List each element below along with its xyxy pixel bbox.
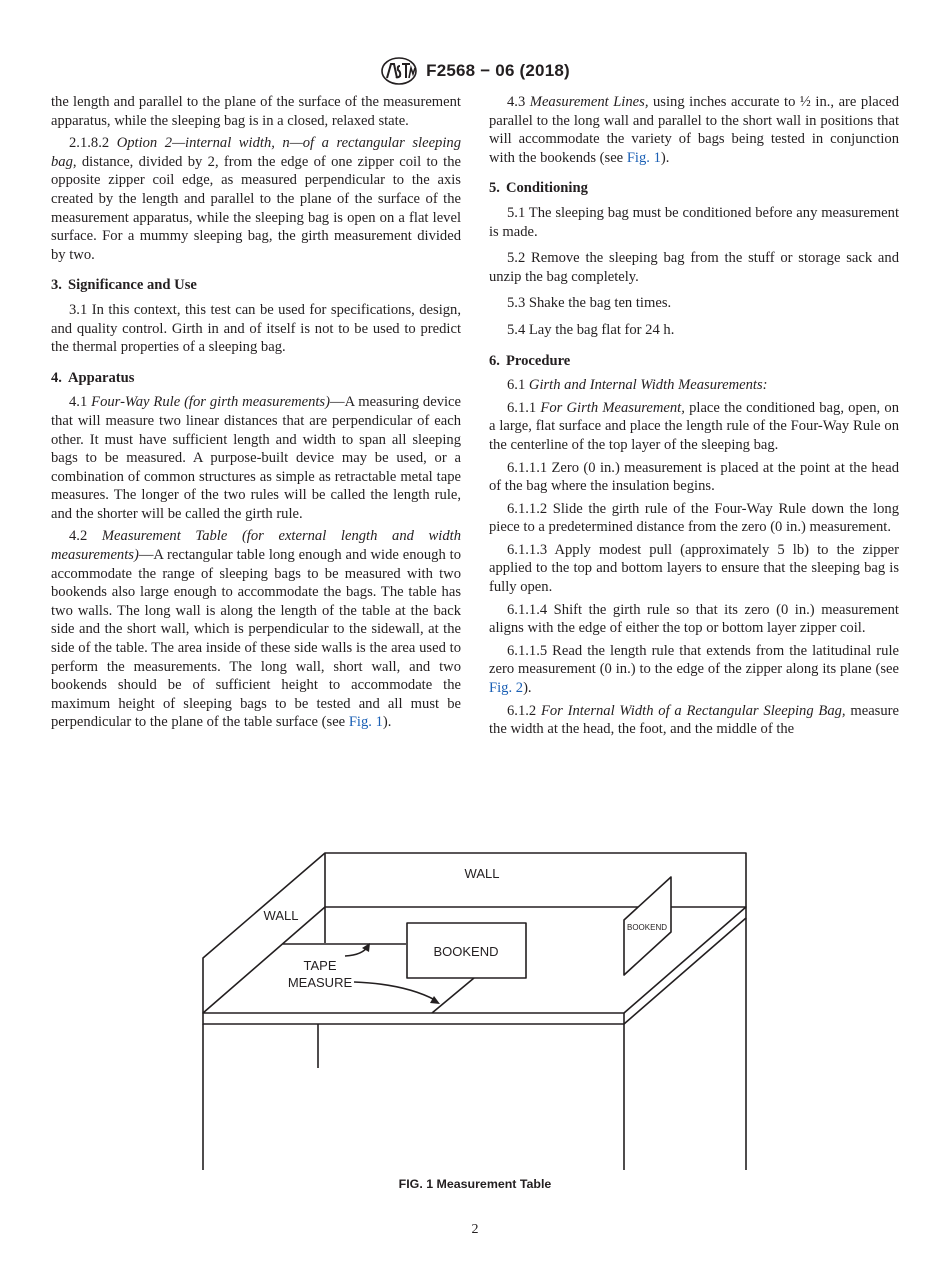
paragraph-end: ).: [382, 714, 392, 731]
section-number: 3.: [51, 277, 62, 294]
paragraph-2-1-8-2: [51, 134, 461, 264]
paragraph-6-1-1: [489, 399, 899, 455]
paragraph-number: 4.3: [507, 94, 526, 110]
astm-logo: [380, 56, 418, 86]
paragraph-text: —A measuring device that will measure two linear distances that are perpendicular of each other. It must have sufficient length and width to span all sleeping bags to be measured. A purpose-built device may be used, or a combination of common structures as simple as retractable metal tape measures. The longer of the two rules will be called the length rule, and the shorter will be called the girth rule.: [51, 394, 461, 522]
fig-1-link[interactable]: Fig. 1: [348, 714, 383, 731]
paragraph-4-1: [51, 393, 461, 523]
paragraph-6-1-1-4: 6.1.1.4 Shift the girth rule so that its zero (0 in.) measurement aligns with the edge of either the top or bottom layer zipper coil.: [489, 601, 899, 637]
figure-caption: FIG. 1 Measurement Table: [398, 1177, 552, 1191]
section-number: 4.: [51, 369, 62, 386]
label-bookend-main: BOOKEND: [433, 944, 499, 959]
paragraph-5-1: 5.1 The sleeping bag must be conditioned before any measurement is made.: [489, 204, 899, 240]
back-wall: [325, 853, 746, 943]
paragraph-6-1-1-5: [489, 642, 899, 698]
paragraph-5-4: 5.4 Lay the bag flat for 24 h.: [507, 321, 675, 338]
measurement-table-figure: [195, 845, 755, 1175]
paragraph-number: 6.1: [507, 377, 526, 394]
paragraph-text: using inches accurate to ½ in., are placed parallel to the long wall and parallel to the short wall in positions that will accommodate the variety of bags being tested in conjunction with the bookends (see: [489, 94, 899, 166]
paragraph-text: measure the width at the head, the foot, and the middle of the: [489, 702, 899, 738]
right-column: [489, 93, 899, 743]
page-number: 2: [471, 1222, 479, 1237]
paragraph-6-1: [489, 376, 899, 395]
page-header: [0, 56, 950, 86]
paragraph-5-3: 5.3 Shake the bag ten times.: [507, 295, 672, 312]
section-heading-5: [489, 179, 899, 198]
label-measure: MEASURE: [287, 975, 353, 990]
measurement-line-short: [432, 978, 474, 1013]
defined-term: Girth and Internal Width Measurements:: [528, 377, 768, 394]
paragraph-4-3: [489, 93, 899, 167]
paragraph-6-1-1-3: 6.1.1.3 Apply modest pull (approximately 5 lb) to the zipper applied to the top and bottom layers to ensure that the sleeping bag is fully open.: [489, 541, 899, 596]
paragraph-text: place the conditioned bag, open, on a large, flat surface and place the length rule of the Four-Way Rule on the centerline of the top layer of the sleeping bag.: [489, 399, 899, 453]
label-wall-side: WALL: [263, 908, 299, 923]
defined-term: For Internal Width of a Rectangular Sleeping Bag,: [540, 702, 846, 719]
defined-term: For Girth Measurement,: [540, 399, 685, 416]
paragraph-text: , distance, divided by 2, from the edge of one zipper coil to the opposite zipper coil edge, as measured perpendicular to the axis created by the length and parallel to the plane of the surface of the measurement apparatus, while the sleeping bag is open on a flat level surface. For a mummy sleeping bag, the girth measurement divided by two.: [51, 153, 461, 263]
section-heading-4: [51, 369, 461, 388]
defined-term: Measurement Lines,: [529, 94, 649, 110]
fig-1-link[interactable]: Fig. 1: [626, 149, 661, 166]
paragraph-6-1-2: [489, 702, 899, 739]
label-tape: TAPE: [303, 958, 337, 973]
paragraph-5-2: 5.2 Remove the sleeping bag from the stuff or storage sack and unzip the bag completely.: [489, 250, 899, 285]
section-title: Procedure: [505, 352, 571, 369]
tape-arrow-lower: [354, 982, 435, 1000]
paragraph-number: 2.1.8.2: [69, 135, 110, 152]
paragraph-number: 4.1: [69, 394, 88, 411]
section-heading-6: [489, 352, 899, 371]
paragraph-end: ).: [523, 680, 532, 697]
paragraph-text: —A rectangular table long enough and wide enough to accommodate the range of sleeping bags to be measured with two bookends also large enough to accommodate the bags. The table has two walls. The long wall is along the length of the table at the back side and the short wall, which is perpendicular to the sidewall, at the side of the table. The area inside of these side walls is the area used to perform the measurements. The long wall, short wall, and two bookends should be of sufficient height to accommodate the maximum height of sleeping bags to be tested and all must be perpendicular to the plane of the table surface (see: [51, 547, 461, 731]
label-bookend-small: BOOKEND: [626, 923, 668, 932]
left-column: [51, 93, 461, 736]
section-title: Significance and Use: [67, 277, 197, 294]
paragraph-end: ).: [660, 149, 670, 166]
paragraph-6-1-1-1: 6.1.1.1 Zero (0 in.) measurement is placed at the point at the head of the bag where the insulation begins.: [489, 459, 899, 495]
section-title: Conditioning: [505, 180, 588, 197]
paragraph-text: 6.1.1.5 Read the length rule that extends from the latitudinal rule zero measurement (0 in.) to the edge of the zipper along its plane (see: [489, 642, 899, 678]
paragraph-3-1: 3.1 In this context, this test can be used for specifications, design, and quality control. Girth in and of itself is not to be used to predict the thermal properties of a sleeping bag.: [51, 301, 461, 356]
label-wall-back: WALL: [464, 866, 500, 881]
paragraph-4-2: [51, 527, 461, 732]
defined-term: Measurement Table (for external length and width measurements): [51, 528, 461, 564]
paragraph-number: 4.2: [69, 528, 88, 545]
section-number: 5.: [489, 180, 500, 197]
fig-2-link[interactable]: Fig. 2: [489, 680, 524, 697]
defined-term: Four-Way Rule (for girth measurements): [91, 394, 330, 411]
section-title: Apparatus: [67, 369, 135, 386]
section-heading-3: [51, 276, 461, 295]
section-number: 6.: [489, 352, 500, 369]
paragraph-number: 6.1.2: [507, 702, 537, 719]
standard-designation: F2568 − 06 (2018): [426, 61, 570, 80]
arrowhead-lower: [430, 996, 440, 1004]
paragraph-6-1-1-2: 6.1.1.2 Slide the girth rule of the Four-Way Rule down the long piece to a predetermined distance from the zero (0 in.) measurement.: [489, 500, 899, 536]
paragraph-number: 6.1.1: [507, 399, 537, 416]
defined-term: Option 2—internal width, n—of a rectangular sleeping bag: [51, 135, 461, 170]
paragraph-2-1-8-1-continued: the length and parallel to the plane of the surface of the measurement apparatus, while the sleeping bag is in a closed, relaxed state.: [51, 94, 461, 129]
